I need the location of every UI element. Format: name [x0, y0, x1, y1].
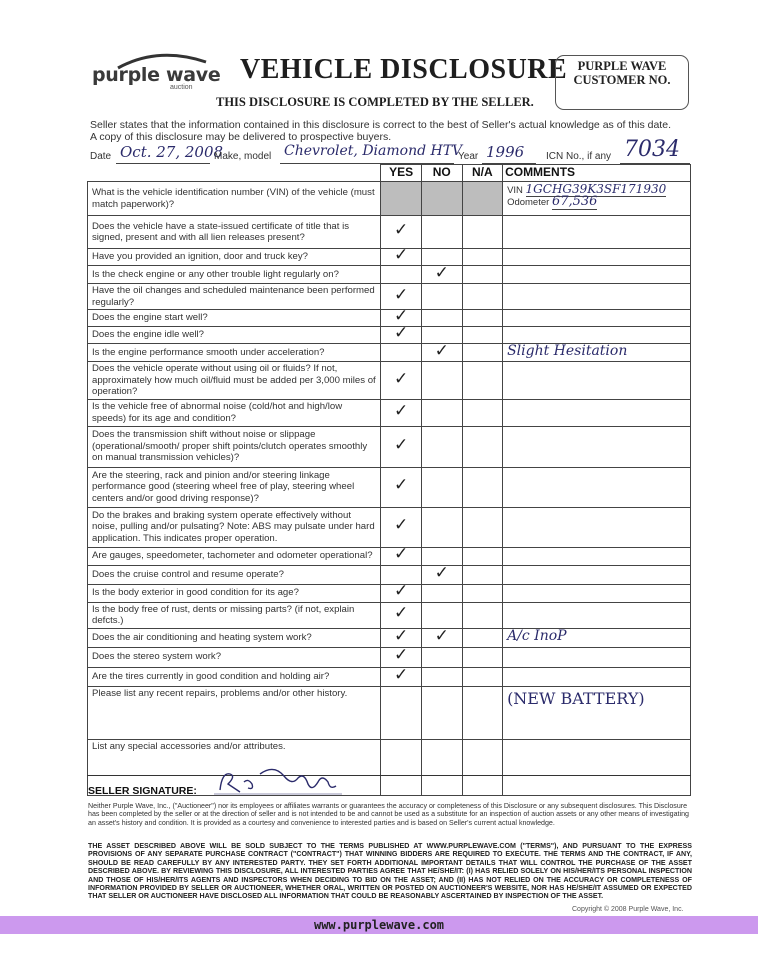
yes-checkbox[interactable]	[381, 182, 422, 216]
handwritten-comment: A/c InoP	[507, 628, 567, 645]
no-checkbox[interactable]	[422, 467, 463, 507]
customer-number-box[interactable]	[555, 55, 689, 110]
yes-checkbox[interactable]	[381, 544, 422, 565]
na-checkbox[interactable]	[462, 426, 503, 467]
header-comments: COMMENTS	[503, 165, 691, 182]
odometer-label: Odometer	[507, 197, 550, 208]
no-checkbox[interactable]	[422, 216, 463, 249]
table-row	[88, 628, 691, 647]
year-field[interactable]	[482, 143, 536, 164]
checkmark-icon: ✓	[394, 245, 409, 266]
table-row	[88, 249, 691, 266]
na-checkbox[interactable]	[462, 344, 503, 362]
date-value: Oct. 27, 2008	[120, 143, 224, 161]
question-text: Does the engine start well?	[88, 310, 381, 327]
na-checkbox[interactable]	[462, 739, 503, 795]
question-text: Is the body exterior in good condition for its age?	[88, 584, 381, 602]
header-yes: YES	[381, 165, 422, 182]
comment-cell[interactable]	[503, 467, 691, 507]
table-row	[88, 507, 691, 547]
no-checkbox[interactable]	[422, 667, 463, 686]
page-title: VEHICLE DISCLOSURE	[240, 54, 568, 85]
no-checkbox[interactable]	[422, 602, 463, 628]
no-checkbox[interactable]	[422, 262, 463, 284]
question-text: Have you provided an ignition, door and truck key?	[88, 249, 381, 266]
na-checkbox[interactable]	[462, 362, 503, 400]
table-row	[88, 547, 691, 565]
handwritten-comment: (NEW BATTERY)	[507, 688, 645, 708]
comment-cell[interactable]	[503, 327, 691, 344]
yes-checkbox[interactable]	[381, 216, 422, 249]
yes-checkbox[interactable]	[381, 362, 422, 400]
company-logo: purple wave	[92, 64, 221, 86]
na-checkbox[interactable]	[462, 216, 503, 249]
copyright-text: Copyright © 2008 Purple Wave, Inc.	[572, 906, 684, 913]
question-text: List any special accessories and/or attributes.	[88, 739, 381, 795]
na-checkbox[interactable]	[462, 547, 503, 565]
comment-cell[interactable]	[503, 362, 691, 400]
signature-label: SELLER SIGNATURE:	[88, 785, 197, 797]
question-text: Does the transmission shift without noise or slippage (operational/smooth/ proper shift points/clutch operates smoothly on manual transmission vehicles)?	[88, 426, 381, 467]
table-row	[88, 399, 691, 426]
comment-cell[interactable]	[503, 310, 691, 327]
checkmark-icon: ✓	[394, 434, 409, 455]
checkmark-icon: ✓	[394, 323, 409, 344]
na-checkbox[interactable]	[462, 602, 503, 628]
yes-checkbox[interactable]	[381, 739, 422, 795]
checkmark-icon: ✓	[394, 284, 409, 305]
comment-cell[interactable]	[503, 667, 691, 686]
question-text: Does the stereo system work?	[88, 647, 381, 667]
year-label: Year	[458, 151, 479, 162]
logo-sub: auction	[170, 84, 193, 91]
checkmark-icon: ✓	[394, 400, 409, 421]
customer-box-line1: PURPLE WAVE	[577, 59, 667, 73]
checkmark-icon: ✓	[394, 645, 409, 666]
table-row	[88, 602, 691, 628]
checkmark-icon: ✓	[394, 625, 409, 646]
na-checkbox[interactable]	[462, 647, 503, 667]
question-text: Is the vehicle free of abnormal noise (cold/hot and high/low speeds) for its age and condition?	[88, 399, 381, 426]
customer-box-line2: CUSTOMER NO.	[573, 73, 671, 87]
comment-cell[interactable]	[503, 216, 691, 249]
comment-cell[interactable]	[503, 182, 691, 216]
make-model-field[interactable]	[280, 143, 463, 164]
table-row	[88, 327, 691, 344]
table-row	[88, 310, 691, 327]
table-row	[88, 565, 691, 584]
page-subtitle: THIS DISCLOSURE IS COMPLETED BY THE SELLER.	[216, 95, 534, 109]
table-row	[88, 284, 691, 310]
table-header-row	[88, 165, 691, 182]
yes-checkbox[interactable]	[381, 344, 422, 362]
question-text: Please list any recent repairs, problems and/or other history.	[88, 686, 381, 739]
yes-checkbox[interactable]	[381, 323, 422, 344]
na-checkbox[interactable]	[462, 327, 503, 344]
comment-cell[interactable]	[503, 628, 691, 647]
question-text: Does the engine idle well?	[88, 327, 381, 344]
checkmark-icon: ✓	[394, 664, 409, 685]
na-checkbox[interactable]	[462, 467, 503, 507]
no-checkbox[interactable]	[422, 647, 463, 667]
table-row	[88, 426, 691, 467]
na-checkbox[interactable]	[462, 182, 503, 216]
table-row	[88, 216, 691, 249]
no-checkbox[interactable]	[422, 284, 463, 310]
disclaimer-text: Neither Purple Wave, Inc., ("Auctioneer") nor its employees or affiliates warrants or guarantees the accuracy or completeness of this Disclosure or any subsequent disclosures. This Disclosure has been completed by the seller or at the direction of seller and is not intended to be and cannot be used as a substitute for an inspection of auction assets or any other means of investigating an asset's history and condition. It is provided as a courtesy and convenience to interested parties and is based on Seller's current actual knowledge.	[88, 802, 689, 827]
no-checkbox[interactable]	[422, 399, 463, 426]
no-checkbox[interactable]	[422, 310, 463, 327]
no-checkbox[interactable]	[422, 426, 463, 467]
no-checkbox[interactable]	[422, 362, 463, 400]
table-row	[88, 344, 691, 362]
comment-cell[interactable]	[503, 344, 691, 362]
intro-line1: Seller states that the information contained in this disclosure is correct to the best of Seller's actual knowledge as of this date.	[90, 119, 671, 131]
comment-cell[interactable]	[503, 584, 691, 602]
disclosure-table	[87, 164, 691, 796]
checkmark-icon: ✓	[394, 603, 409, 624]
na-checkbox[interactable]	[462, 686, 503, 739]
icn-value: 7034	[624, 137, 680, 162]
table-row	[88, 182, 691, 216]
yes-checkbox[interactable]	[381, 245, 422, 266]
year-value: 1996	[486, 143, 525, 161]
yes-checkbox[interactable]	[381, 399, 422, 426]
question-text: What is the vehicle identification number (VIN) of the vehicle (must match paperwork)?	[88, 182, 381, 216]
checkmark-icon: ✓	[394, 581, 409, 602]
yes-checkbox[interactable]	[381, 625, 422, 647]
table-row	[88, 647, 691, 667]
no-checkbox[interactable]	[422, 584, 463, 602]
table-row	[88, 686, 691, 739]
checkmark-icon: ✓	[394, 220, 409, 241]
na-checkbox[interactable]	[462, 284, 503, 310]
checkmark-icon: ✓	[434, 340, 449, 361]
checkmark-icon: ✓	[394, 475, 409, 496]
table-row	[88, 266, 691, 284]
question-text: Do the brakes and braking system operate effectively without noise, pulling and/or pulsating? Note: ABS may pulsate under hard application. This indicates proper operation.	[88, 507, 381, 547]
na-checkbox[interactable]	[462, 667, 503, 686]
question-text: Does the vehicle have a state-issued certificate of title that is signed, present and with all lien releases present?	[88, 216, 381, 249]
na-checkbox[interactable]	[462, 565, 503, 584]
na-checkbox[interactable]	[462, 507, 503, 547]
yes-checkbox[interactable]	[381, 426, 422, 467]
comment-cell[interactable]	[503, 399, 691, 426]
no-checkbox[interactable]	[422, 686, 463, 739]
na-checkbox[interactable]	[462, 584, 503, 602]
yes-checkbox[interactable]	[381, 602, 422, 628]
checkmark-icon: ✓	[394, 544, 409, 565]
handwritten-comment: Slight Hesitation	[507, 343, 628, 360]
question-text: Are gauges, speedometer, tachometer and odometer operational?	[88, 547, 381, 565]
header-na: N/A	[462, 165, 503, 182]
no-checkbox[interactable]	[422, 507, 463, 547]
odometer-value: 67,536	[551, 194, 598, 209]
checkmark-icon: ✓	[394, 515, 409, 536]
no-checkbox[interactable]	[422, 625, 463, 647]
comment-cell[interactable]	[503, 426, 691, 467]
yes-checkbox[interactable]	[381, 507, 422, 547]
vin-label: VIN	[507, 184, 523, 196]
date-field[interactable]	[116, 143, 224, 164]
no-checkbox[interactable]	[422, 340, 463, 362]
no-checkbox[interactable]	[422, 182, 463, 216]
signature-divider	[87, 775, 691, 776]
yes-checkbox[interactable]	[381, 467, 422, 507]
footer-url-link[interactable]: www.purplewave.com	[0, 916, 758, 934]
na-checkbox[interactable]	[462, 310, 503, 327]
header-no: NO	[422, 165, 463, 182]
comment-cell[interactable]	[503, 547, 691, 565]
checkmark-icon: ✓	[434, 625, 449, 646]
question-text: Is the engine performance smooth under acceleration?	[88, 344, 381, 362]
checkmark-icon: ✓	[434, 262, 449, 283]
terms-text: THE ASSET DESCRIBED ABOVE WILL BE SOLD SUBJECT TO THE TERMS PUBLISHED AT WWW.PURPLEWAVE.COM ("TERMS"), AND PURSUANT TO THE EXPRESS PROVISIONS OF ANY SEPARATE PURCHASE CONTRACT ("CONTRACT") THAT WINNING BIDDERS ARE REQUIRED TO EXECUTE. THE TERMS AND THE CONTRACT, IF ANY, SHOULD BE READ CAREFULLY BY ANY INTERESTED PARTY. THEY SET FORTH ADDITIONAL IMPORTANT DETAILS THAT WILL CONTROL THE PURCHASE OF THE ASSET DESCRIBED ABOVE. BY REVIEWING THIS DISCLOSURE, ALL INTERESTED PARTIES AGREE THAT HE/SHE/IT: (I) HAS RELIED SOLELY ON HIS/HER/ITS PERSONAL INSPECTION AND THOSE OF HIS/HER/ITS AGENTS AND INSPECTORS WHEN DECIDING TO BID ON THE ASSET; AND (II) HAS NOT RELIED ON THE ACCURACY OR COMPLETENESS OF INFORMATION PROVIDED BY SELLER OR AUCTIONEER, WHETHER ORAL, WRITTEN OR POSTED ON AUCTIONEER'S WEBSITE, NOR HAS HE/SHE/IT ASSUMED OR EXPECTED THAT SELLER OR AUCTIONEER HAVE DISCLOSED ALL INFORMATION THAT COULD BE REASONABLY ASCERTAINED BY INSPECTION OF THE ASSET.	[88, 842, 692, 901]
no-checkbox[interactable]	[422, 739, 463, 795]
checkmark-icon: ✓	[394, 306, 409, 327]
comment-cell[interactable]	[503, 565, 691, 584]
seller-signature-image	[212, 760, 352, 800]
vin-value: 1GCHG39K3SF171930	[525, 181, 667, 196]
question-text: Does the air conditioning and heating system work?	[88, 628, 381, 647]
na-checkbox[interactable]	[462, 249, 503, 266]
question-text: Is the body free of rust, dents or missing parts? (if not, explain defcts.)	[88, 602, 381, 628]
make-model-value: Chevrolet, Diamond HTV	[284, 143, 463, 159]
question-text: Are the tires currently in good condition and holding air?	[88, 667, 381, 686]
date-label: Date	[90, 151, 112, 162]
yes-checkbox[interactable]	[381, 664, 422, 686]
comment-cell[interactable]	[503, 602, 691, 628]
table-row	[88, 667, 691, 686]
intro-line2: A copy of this disclosure may be delivered to prospective buyers.	[90, 131, 392, 143]
yes-checkbox[interactable]	[381, 581, 422, 602]
question-text: Is the check engine or any other trouble light regularly on?	[88, 266, 381, 284]
header-blank	[88, 165, 381, 182]
question-text: Does the vehicle operate without using oil or fluids? If not, approximately how much oil/fluid must be added per 3,000 miles of operation?	[88, 362, 381, 400]
question-text: Does the cruise control and resume operate?	[88, 565, 381, 584]
na-checkbox[interactable]	[462, 266, 503, 284]
comment-cell[interactable]	[503, 507, 691, 547]
table-row	[88, 467, 691, 507]
yes-checkbox[interactable]	[381, 266, 422, 284]
na-checkbox[interactable]	[462, 628, 503, 647]
question-text: Have the oil changes and scheduled maintenance been performed regularly?	[88, 284, 381, 310]
question-text: Are the steering, rack and pinion and/or steering linkage performance good (steering wheel free of play, steering wheel centers and/or good driving response)?	[88, 467, 381, 507]
checkmark-icon: ✓	[434, 562, 449, 583]
comment-cell[interactable]	[503, 647, 691, 667]
table-row	[88, 584, 691, 602]
table-row	[88, 362, 691, 400]
na-checkbox[interactable]	[462, 399, 503, 426]
comment-cell[interactable]	[503, 284, 691, 310]
checkmark-icon: ✓	[394, 368, 409, 389]
comment-cell[interactable]	[503, 266, 691, 284]
icn-field[interactable]	[620, 137, 690, 164]
no-checkbox[interactable]	[422, 562, 463, 584]
comment-cell[interactable]	[503, 739, 691, 795]
comment-cell[interactable]	[503, 249, 691, 266]
comment-cell[interactable]	[503, 686, 691, 739]
make-label: Make, model	[214, 151, 272, 162]
yes-checkbox[interactable]	[381, 686, 422, 739]
icn-label: ICN No., if any	[546, 151, 612, 162]
